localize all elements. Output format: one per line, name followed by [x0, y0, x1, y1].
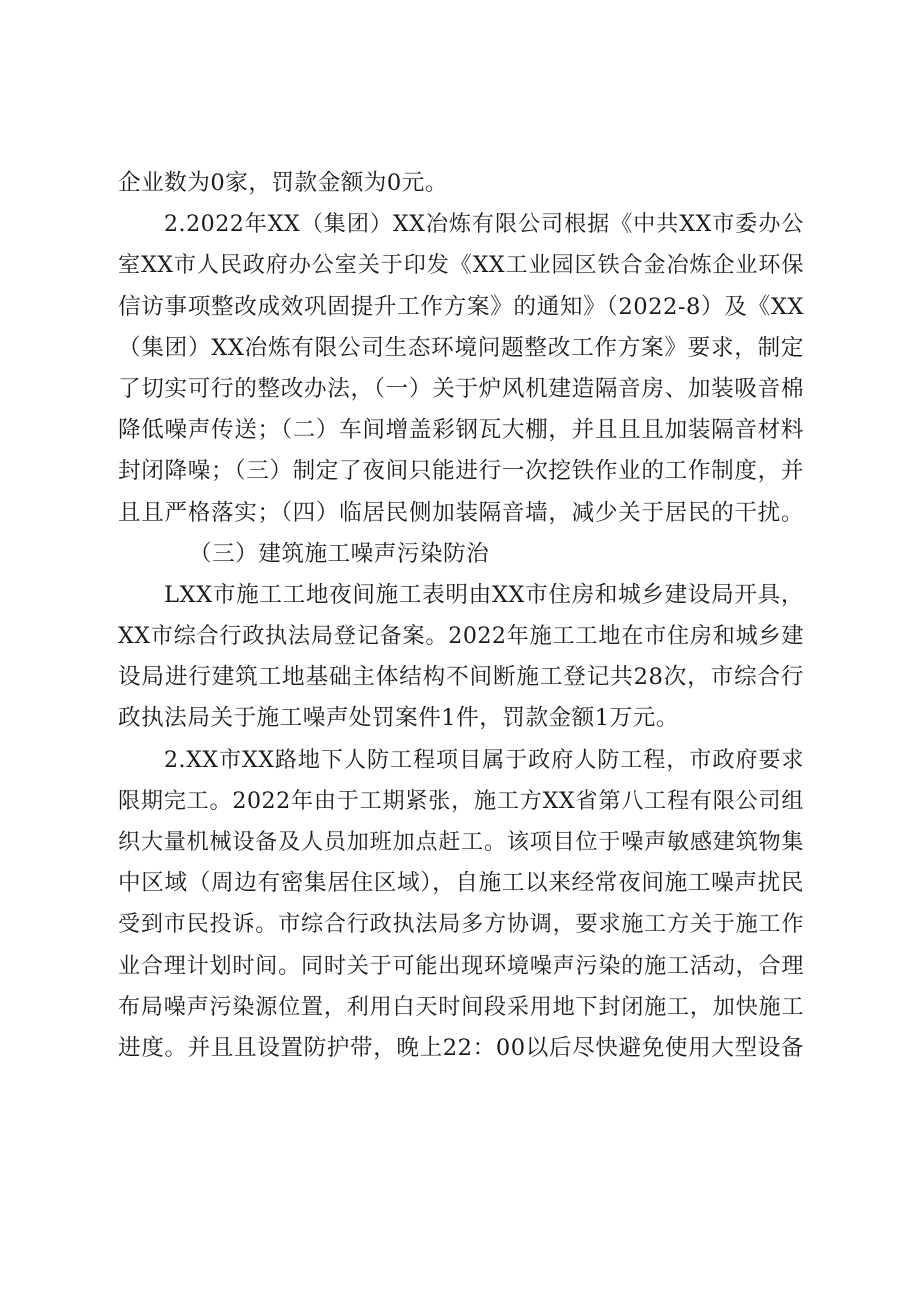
- paragraph-line: 设局进行建筑工地基础主体结构不间断施工登记共28次，市综合行: [118, 664, 804, 691]
- paragraph-line: 受到市民投诉。市综合行政执法局多方协调，要求施工方关于施工作: [118, 911, 804, 938]
- paragraph-line: 降低噪声传送；（二）车间增盖彩钢瓦大棚，并且且且加装隔音材料: [118, 417, 804, 444]
- paragraph-line: 信访事项整改成效巩固提升工作方案》的通知》（2022-8）及《XX: [118, 293, 804, 320]
- paragraph-line: 室XX市人民政府办公室关于印发《XX工业园区铁合金冶炼企业环保: [118, 252, 804, 279]
- paragraph-line: 中区域（周边有密集居住区域），自施工以来经常夜间施工噪声扰民: [118, 870, 804, 897]
- paragraph-line: 政执法局关于施工噪声处罚案件1件，罚款金额1万元。: [118, 705, 679, 732]
- paragraph-line: 封闭降噪；（三）制定了夜间只能进行一次挖铁作业的工作制度，并: [118, 458, 804, 485]
- paragraph-line: XX市综合行政执法局登记备案。2022年施工工地在市住房和城乡建: [118, 623, 804, 650]
- paragraph-line: 且且严格落实；（四）临居民侧加装隔音墙，减少关于居民的干扰。: [118, 499, 804, 526]
- document-body: [118, 163, 804, 1069]
- paragraph-line: 布局噪声污染源位置，利用白天时间段采用地下封闭施工，加快施工: [118, 993, 804, 1020]
- paragraph-line: 企业数为0家，罚款金额为0元。: [118, 170, 448, 196]
- paragraph-line: （集团）XX冶炼有限公司生态环境问题整改工作方案》要求，制定: [118, 334, 804, 361]
- paragraph-line: 织大量机械设备及人员加班加点赶工。该项目位于噪声敏感建筑物集: [118, 829, 804, 855]
- paragraph-line: LXX市施工工地夜间施工表明由XX市住房和城乡建设局开具，: [164, 581, 804, 608]
- paragraph-line: 限期完工。2022年由于工期紧张，施工方XX省第八工程有限公司组: [118, 787, 804, 814]
- section-heading: （三）建筑施工噪声污染防治: [189, 540, 490, 567]
- paragraph-line: 2.2022年XX（集团）XX冶炼有限公司根据《中共XX市委办公: [164, 211, 804, 238]
- paragraph-line: 进度。并且且设置防护带，晚上22：00以后尽快避免使用大型设备: [118, 1034, 804, 1061]
- paragraph-line: 了切实可行的整改办法，（一）关于炉风机建造隔音房、加装吸音棉: [118, 375, 804, 402]
- paragraph-line: 业合理计划时间。同时关于可能出现环境噪声污染的施工活动，合理: [118, 952, 804, 979]
- paragraph-line: 2.XX市XX路地下人防工程项目属于政府人防工程，市政府要求: [164, 746, 804, 773]
